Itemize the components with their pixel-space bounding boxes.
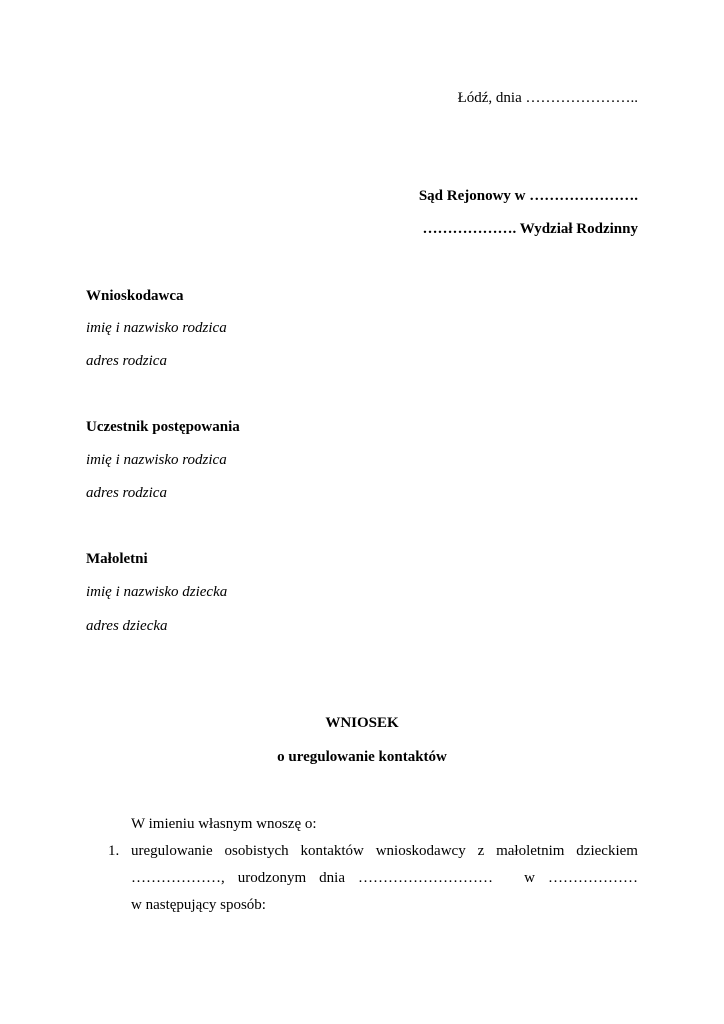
participant-name: imię i nazwisko rodzica [86, 452, 227, 468]
court-division: ………………. Wydział Rodzinny [422, 221, 638, 237]
court-name: Sąd Rejonowy w …………………. [418, 188, 638, 204]
word: ……………………… [358, 870, 494, 886]
intro-text: W imieniu własnym wnoszę o: [131, 816, 317, 832]
applicant-heading: Wnioskodawca [86, 288, 184, 304]
word: uregulowanie [131, 843, 213, 859]
list-item-line-2 [131, 869, 638, 887]
document-title: WNIOSEK [325, 715, 399, 731]
word: dzieckiem [576, 843, 638, 859]
word: ……………… [547, 870, 638, 886]
applicant-name: imię i nazwisko rodzica [86, 320, 227, 336]
minor-address: adres dziecka [86, 618, 168, 634]
word: urodzonym [237, 870, 307, 886]
list-item-number: 1. [108, 843, 120, 859]
participant-heading: Uczestnik postępowania [86, 419, 240, 435]
word: wnioskodawcy [375, 843, 466, 859]
word: kontaktów [300, 843, 364, 859]
word: ………………, [131, 870, 225, 886]
word: małoletnim [496, 843, 565, 859]
place-date: Łódź, dnia ………………….. [457, 90, 638, 106]
word: osobistych [224, 843, 289, 859]
word: w [524, 870, 535, 886]
document-subtitle: o uregulowanie kontaktów [277, 749, 447, 765]
list-item-line-3: w następujący sposób: [131, 897, 266, 913]
minor-name: imię i nazwisko dziecka [86, 584, 228, 600]
participant-address: adres rodzica [86, 485, 167, 501]
minor-heading: Małoletni [86, 551, 148, 567]
word: z [477, 843, 485, 859]
list-item-line-1 [131, 842, 638, 860]
applicant-address: adres rodzica [86, 353, 167, 369]
word: dnia [319, 870, 345, 886]
